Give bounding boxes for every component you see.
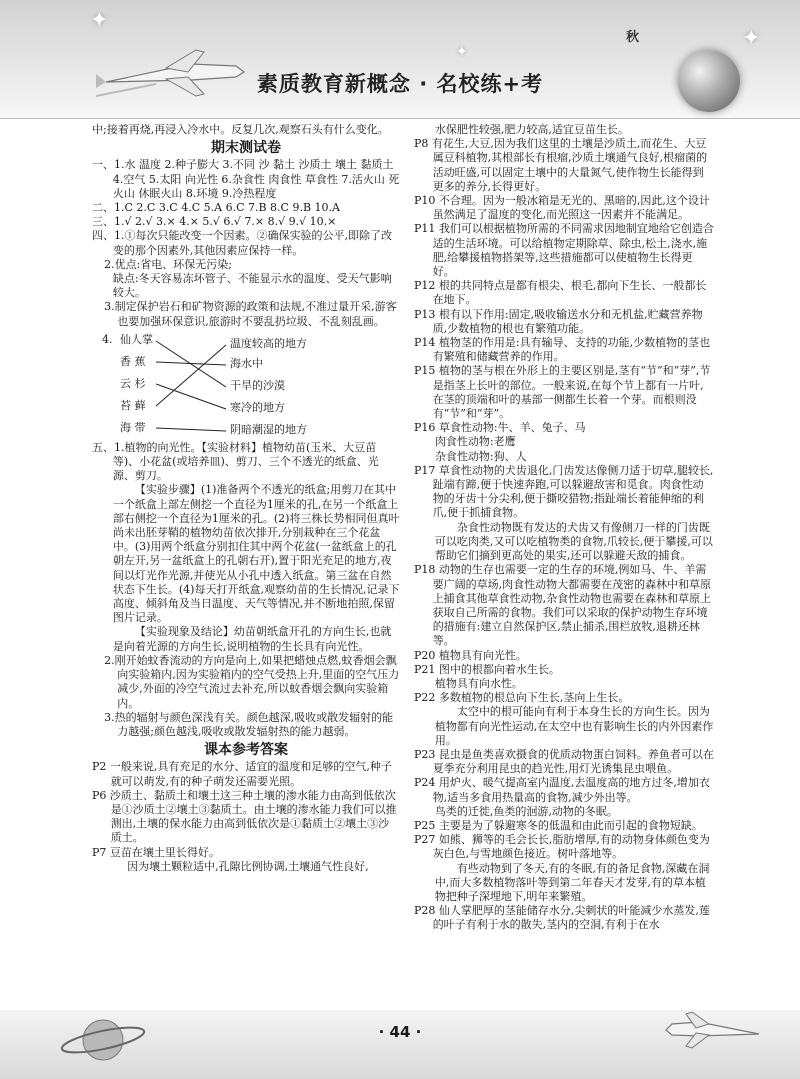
star-icon: ✦ xyxy=(90,8,109,33)
season-label: 秋 xyxy=(626,30,640,45)
match-left-item: 苔 藓 xyxy=(120,398,146,412)
answer-p16-omnivore: 杂食性动物:狗、人 xyxy=(434,449,527,463)
match-left-item: 香 蕉 xyxy=(120,354,146,368)
right-column xyxy=(414,123,714,933)
answer-part-5-conclusion: 【实验现象及结论】幼苗朝纸盒开孔的方向生长,也就是向着光源的方向生长,说明植物的生长具有向光性。 xyxy=(112,625,392,653)
answer-p13: P13 根有以下作用:固定,吸收输送水分和无机盐,贮藏营养物质,少数植物的根也有繁殖功能。 xyxy=(414,307,703,335)
answer-p22: P22 多数植物的根总向下生长,茎向上生长。 xyxy=(414,691,630,705)
answer-part-1: 一、1.水 温度 2.种子膨大 3.不同 沙 黏土 沙质土 壤土 黏质土 4.空气 5.太阳 向光性 6.杂食性 肉食性 草食性 7.活火山 死火山 休眠火山 8.环境 9.冷热程度 xyxy=(92,158,400,200)
answer-part-4-item-2b: 缺点:冬天容易冻坏管子、不能显示水的温度、受天气影响较大。 xyxy=(112,272,392,300)
match-left-item: 云 杉 xyxy=(120,376,146,390)
answer-p7: P7 豆苗在壤土里长得好。 xyxy=(92,845,220,859)
answer-p21: P21 图中的根都向着水生长。 xyxy=(414,662,560,676)
answer-p16: P16 草食性动物:牛、羊、兔子、马 xyxy=(414,421,586,435)
matching-number: 4. xyxy=(102,332,113,346)
star-icon: ✦ xyxy=(456,44,468,60)
star-icon: ✦ xyxy=(742,26,761,51)
answer-p11: P11 我们可以根据植物所需的不同需求因地制宜地给它创造合适的生活环境。可以给植物定期除草、除虫,松土,浇水,施肥,给攀援植物搭架等,这些措施都可以使植物生长得更好。 xyxy=(414,222,714,279)
answer-p2: P2 一般来说,具有充足的水分、适宜的温度和足够的空气,种子就可以萌发,有的种子萌发还需要光照。 xyxy=(92,760,392,788)
answer-p27-winter: 有些动物到了冬天,有的冬眠,有的备足食物,深藏在洞中,而大多数植物落叶等到第二年春天才发芽,有的草本植物把种子深埋地下,明年来繁殖。 xyxy=(434,861,710,903)
answer-p14: P14 植物茎的作用是:具有输导、支持的功能,少数植物的茎也有繁殖和储藏营养的作用。 xyxy=(414,336,711,364)
match-right-item: 温度较高的地方 xyxy=(230,336,307,350)
answer-p24: P24 用炉火、暖气提高室内温度,去温度高的地方过冬,增加衣物,适当多食用热量高的食物,减少外出等。 xyxy=(414,776,710,804)
answer-part-4-item-3: 3.制定保护岩石和矿物资源的政策和法规,不准过量开采,游客也要加强环保意识,旅游时不要乱扔垃圾、不乱刻乱画。 xyxy=(104,300,397,328)
answer-p21-conclusion: 植物具有向水性。 xyxy=(434,676,523,690)
match-left-item: 仙人掌 xyxy=(120,332,153,346)
answer-p20: P20 植物具有向光性。 xyxy=(414,648,527,662)
answer-part-4-item-1: 四、1.①每次只能改变一个因素。②确保实验的公平,即除了改变的那个因素外,其他因素应保持一样。 xyxy=(92,229,392,257)
answer-p28: P28 仙人掌肥厚的茎能储存水分,尖刺状的叶能减少水蒸发,莲的叶子有利于水的散失,茎内的空洞,有利于在水 xyxy=(414,904,710,932)
answer-part-3: 三、1.√ 2.√ 3.× 4.× 5.√ 6.√ 7.× 8.√ 9.√ 10.× xyxy=(92,215,337,229)
answer-part-5-item-2: 2.刚开始蚊香流动的方向是向上,如果把蜡烛点燃,蚊香烟会飘向实验箱内,因为实验箱内的空气受热上升,里面的空气压力减少,外面的冷空气流过去补充,所以蚊香烟会飘向实验箱内。 xyxy=(104,653,400,710)
match-right-item: 海水中 xyxy=(230,356,263,370)
answer-p8: P8 有花生,大豆,因为我们这里的土壤是沙质土,而花生、大豆属豆科植物,其根部长有根瘤,沙质土壤通气良好,根瘤菌的活动旺盛,可以固定土壤中的大量氮气,使作物生长能得到更多的养分,长得更好。 xyxy=(414,137,708,193)
answer-p16-carnivore: 肉食性动物:老鹰 xyxy=(434,435,516,449)
left-column xyxy=(92,123,400,874)
answer-p24-animals: 鸟类的迁徙,鱼类的洄游,动物的冬眠。 xyxy=(434,804,618,818)
answer-part-5-item-3: 3.热的辐射与颜色深浅有关。颜色越深,吸收或散发辐射的能力越强;颜色越浅,吸收或散发辐射热的能力越弱。 xyxy=(104,710,394,738)
answer-part-2: 二、1.C 2.C 3.C 4.C 5.A 6.C 7.B 8.C 9.B 10.A xyxy=(92,201,340,215)
answer-p25: P25 主要是为了躲避寒冬的低温和由此而引起的食物短缺。 xyxy=(414,818,703,832)
matching-diagram xyxy=(92,331,400,439)
answer-p23: P23 昆虫是鱼类喜欢摄食的优质动物蛋白饲料。养鱼者可以在夏季充分利用昆虫的趋光性,用灯光诱集昆虫喂鱼。 xyxy=(414,747,714,776)
matching-lines xyxy=(92,331,232,439)
answer-p17: P17 草食性动物的犬齿退化,门齿发达像侧刀适于切草,腿较长,趾端有蹄,便于快速奔跑,可以躲避敌害和觅食。肉食性动物的牙齿十分尖利,便于撕咬猎物;指趾端长着能伸缩的利爪,便于抓捕食物。 xyxy=(414,463,714,520)
answer-p7-continued: 水保肥性较强,肥力较高,适宜豆苗生长。 xyxy=(434,123,629,136)
page-header-title: 素质教育新概念 · 名校练+考 xyxy=(256,72,544,96)
match-left-item: 海 带 xyxy=(120,420,146,434)
answer-p12: P12 根的共同特点是都有根尖、根毛,都向下生长、一般都长在地下。 xyxy=(414,279,707,307)
answer-part-4-item-2a: 2.优点:省电、环保无污染; xyxy=(104,257,233,271)
section-title-textbook-answers: 课本参考答案 xyxy=(204,742,288,759)
answer-p6: P6 沙质土、黏质土和壤土这三种土壤的渗水能力由高到低依次是①沙质土②壤土③黏质土。由土壤的渗水能力我们可以推测出,土壤的保水能力由高到低依次是①黏质土②壤土③沙质土。 xyxy=(92,788,397,845)
answer-p10: P10 不合理。因为一般冰箱是无光的、黑暗的,因此,这个设计虽然满足了温度的变化,而光照这一因素并不能满足。 xyxy=(414,194,710,222)
match-right-item: 寒冷的地方 xyxy=(230,400,285,414)
answer-p17-omnivore: 杂食性动物既有发达的犬齿又有像侧刀一样的门齿既可以吃肉类,又可以吃植物类的食物,爪较长,便于攀援,可以帮助它们摘到更高处的果实,还可以躲避天敌的捕食。 xyxy=(434,520,713,563)
match-right-item: 阴暗潮湿的地方 xyxy=(230,422,307,436)
answer-p27: P27 如熊、狮等的毛会长长,脂肪增厚,有的动物身体颜色变为灰白色,与雪地颜色接近。树叶落地等。 xyxy=(414,833,710,861)
intro-text: 中;接着再烧,再浸入冷水中。反复几次,观察石头有什么变化。 xyxy=(92,123,389,136)
answer-p15: P15 植物的茎与根在外形上的主要区别是,茎有“节”和“芽”,节是指茎上长叶的部位。一般来说,在每个节上都有一片叶,在茎的顶端和叶的基部一侧都生长着一个芽。而根则没有“节”和“芽”。 xyxy=(414,364,711,421)
answer-p18: P18 动物的生存也需要一定的生存的环境,例如马、牛、羊需要广阔的草场,肉食性动物大都需要在茂密的森林中和草原上捕食其他草食性动物,杂食性动物也需要在森林和草原上获取自己所需的食物。我们可以采取的保护动物生存环境的措施有:建立自然保护区,禁止捕杀,围栏放牧,退耕还林等。 xyxy=(414,563,712,648)
section-title-final-exam: 期末测试卷 xyxy=(211,140,281,157)
answer-p22-space: 太空中的根可能向有利于本身生长的方向生长。因为植物都有向光性运动,在太空中也有影响生长的内外因素作用。 xyxy=(434,705,714,747)
answer-part-5-item-1: 五、1.植物的向光性。【实验材料】植物幼苗(玉米、大豆苗等)、小花盆(或培养皿)、剪刀、三个不透光的纸盒、光源、剪刀。 xyxy=(92,440,379,483)
answer-p7-reason: 因为壤土颗粒适中,孔隙比例协调,土壤通气性良好, xyxy=(127,859,369,873)
match-line xyxy=(156,428,226,431)
match-right-item: 干旱的沙漠 xyxy=(230,378,285,392)
page-number: · 44 · xyxy=(378,1023,422,1041)
answer-part-5-steps: 【实验步骤】(1)准备两个不透光的纸盒;用剪刀在其中一个纸盒上部左侧挖一个直径为1厘米的孔,在另一个纸盒上部右侧挖一个直径为1厘米的孔。(2)将三株长势相同但真叶尚未出胚芽鞘的植物幼苗依次排开,分别栽种在三个花盆中。(3)用两个纸盒分别扣住其中两个花盆(一盆纸盒上的孔朝左开,另一盆纸盒上的孔朝右开),置于阳光充足的地方,夜间以灯光作光源,并使光从小孔中透入纸盒。第三盆在自然状态下生长。(4)每天打开纸盒,观察幼苗的生长情况,记录下高度、倾斜角及当日温度、天气等情况,并不断地拍照,保留图片记录。 xyxy=(112,483,400,625)
